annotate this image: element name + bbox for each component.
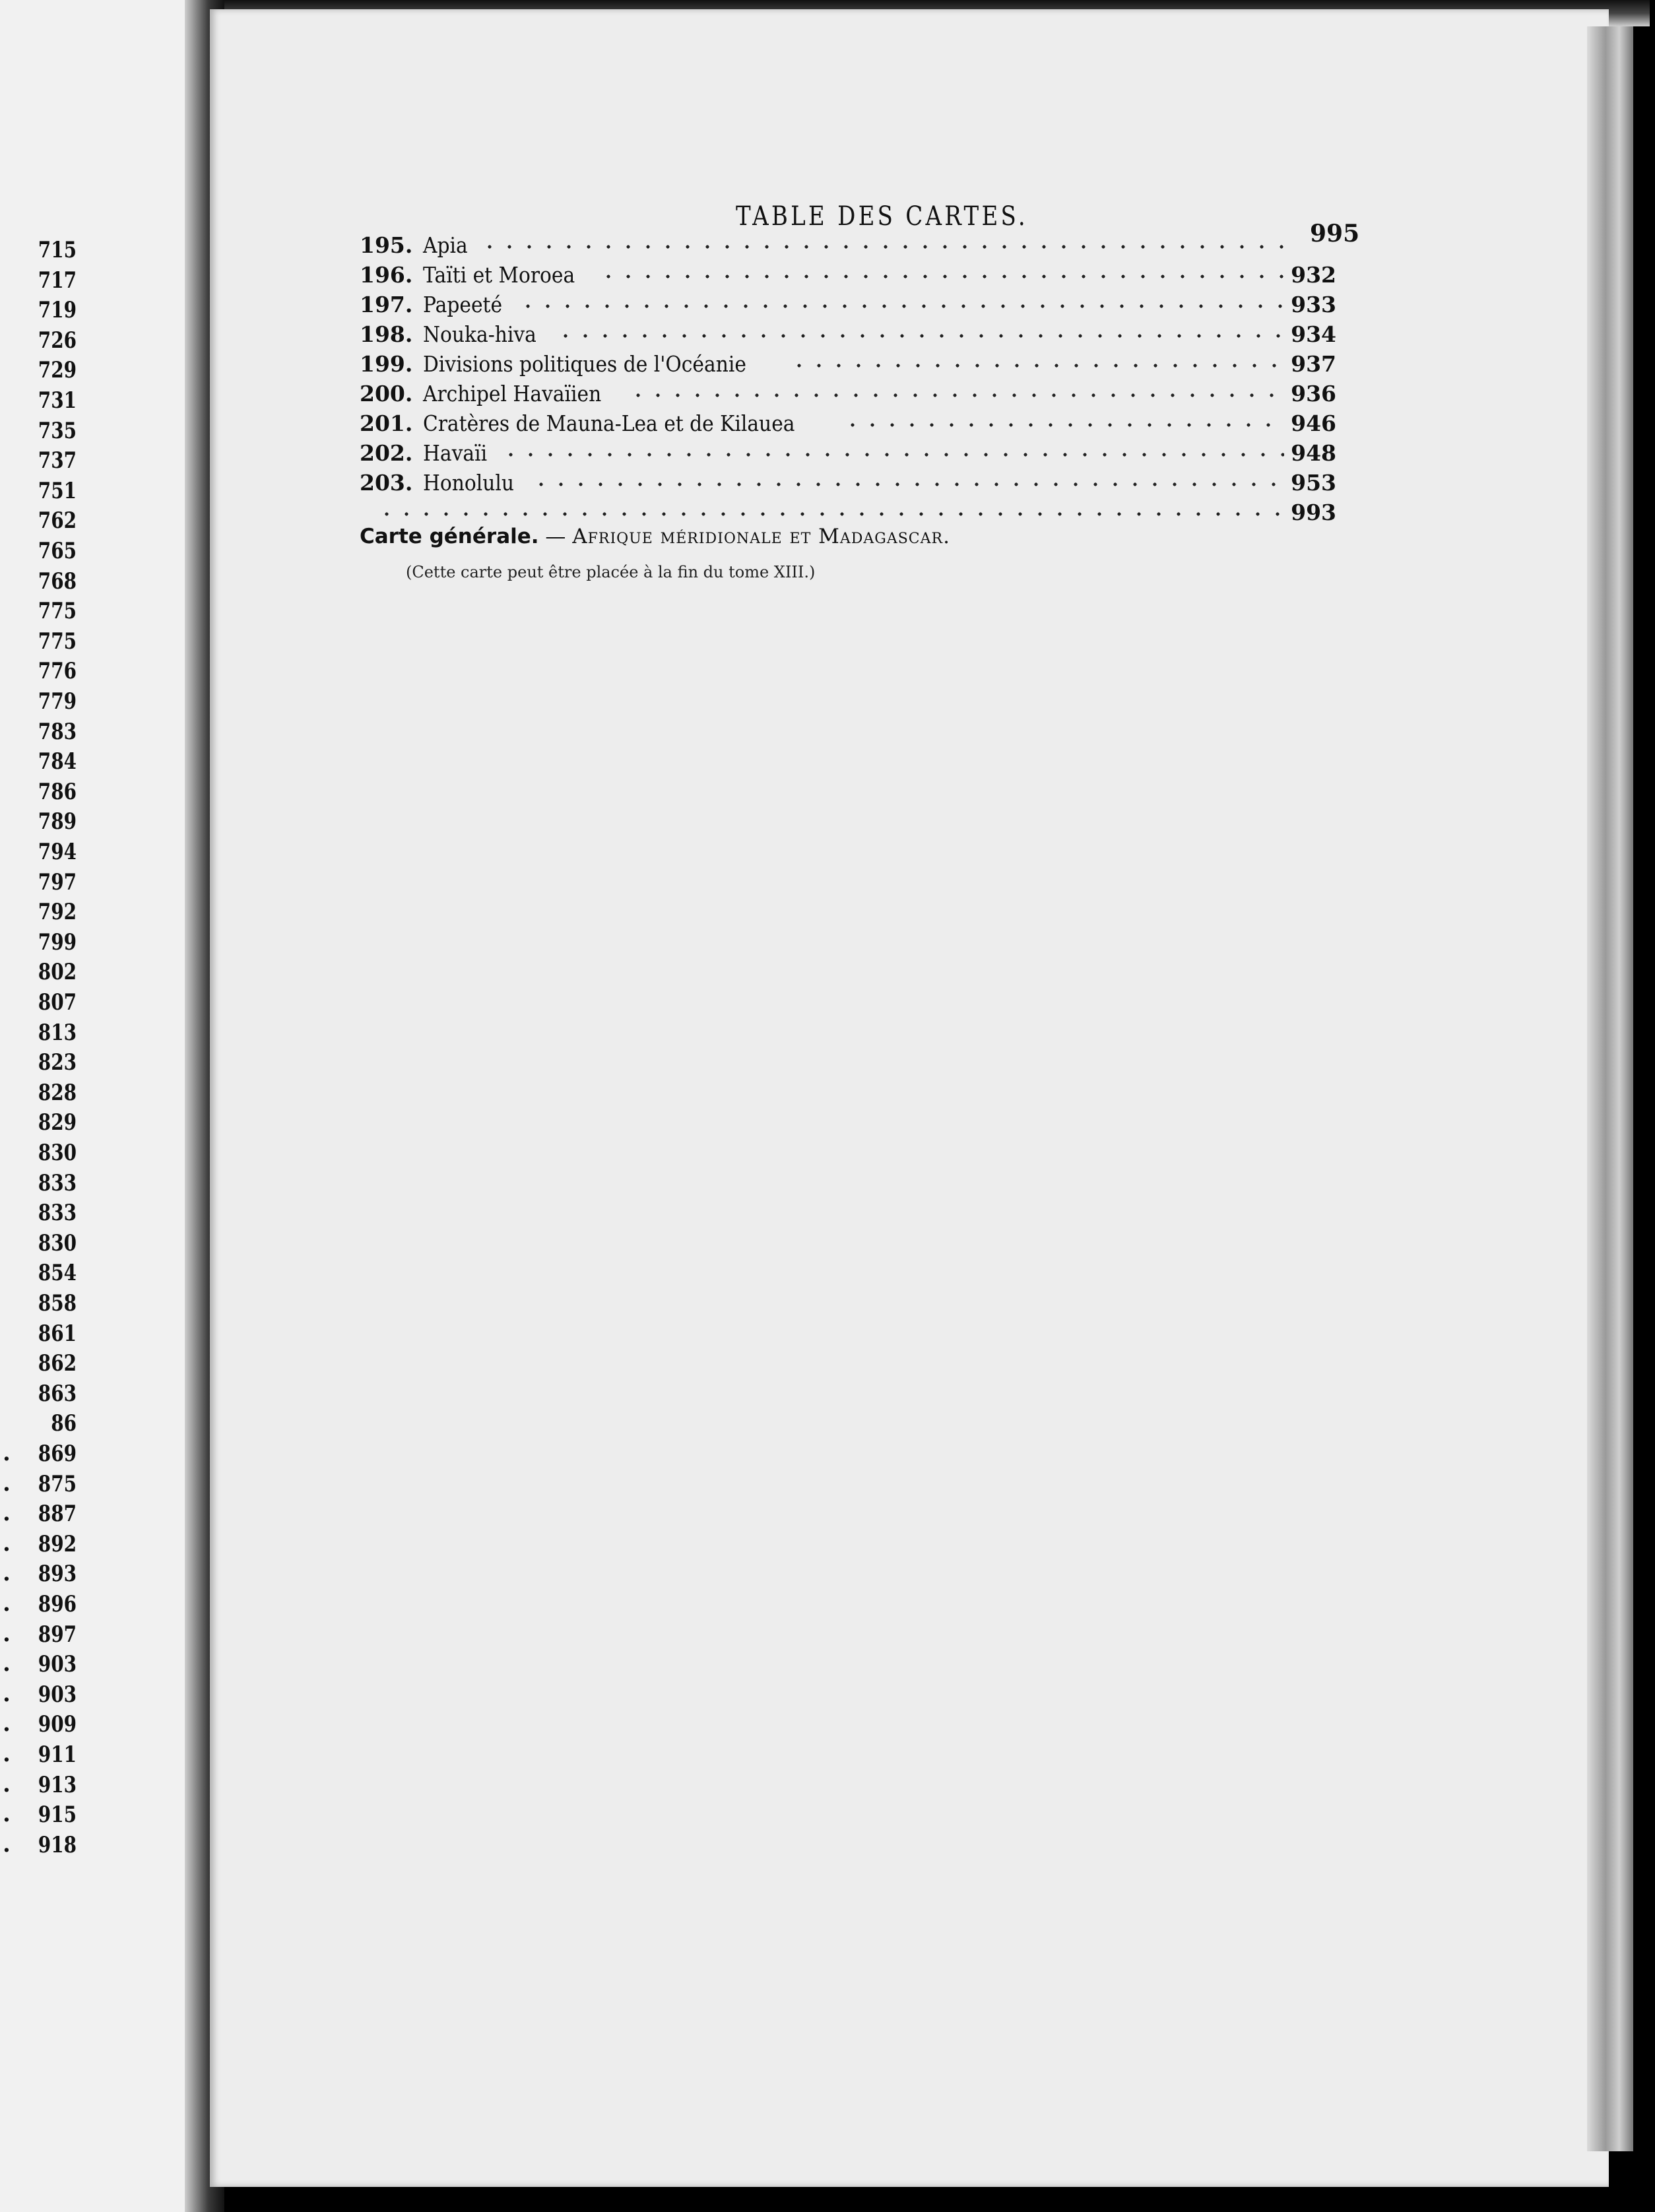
left-page-number: 797 — [38, 868, 77, 895]
toc-number: 200. — [360, 381, 413, 407]
left-page-number: 799 — [38, 928, 77, 956]
toc-number: 199. — [360, 351, 413, 377]
toc-page-number: 953 — [1291, 470, 1336, 496]
left-page-number: 737 — [38, 447, 77, 474]
toc-row — [360, 292, 1336, 321]
toc-leader-dots — [843, 422, 1284, 428]
toc-row — [360, 351, 1336, 380]
left-page-number: 887 — [38, 1501, 77, 1528]
left-page-number: 833 — [38, 1200, 77, 1227]
left-page-leader-dot: . — [3, 1741, 11, 1767]
left-page-leader-dot: . — [3, 1801, 11, 1828]
toc-leader-dots — [789, 362, 1284, 369]
left-page-leader-dot: . — [3, 1650, 11, 1677]
left-page-leader-dot: . — [3, 1470, 11, 1497]
toc-row — [360, 262, 1336, 291]
left-page-leader-dot: . — [3, 1680, 11, 1707]
left-page-number: 829 — [38, 1109, 77, 1136]
left-page-leader-dot: . — [3, 1831, 11, 1858]
left-page-number: 794 — [38, 839, 77, 865]
toc-number: 201. — [360, 410, 413, 436]
left-page-number: 918 — [38, 1831, 77, 1858]
toc-leader-dots — [556, 333, 1284, 339]
left-page-number: 726 — [38, 327, 77, 354]
left-page-number: 893 — [38, 1561, 77, 1588]
general-map-title: Afrique méridionale et Madagascar. — [572, 525, 950, 548]
toc-title: Papeeté — [423, 292, 503, 317]
left-page-number: 911 — [38, 1741, 77, 1768]
toc-leader-dots — [377, 511, 1284, 517]
toc-leader-dots — [599, 273, 1284, 280]
toc-title: Honolulu — [423, 470, 515, 496]
left-page-number: 892 — [38, 1530, 77, 1557]
general-map-entry — [360, 525, 950, 548]
toc-page-number: 937 — [1291, 351, 1336, 377]
left-page-leader-dot: . — [3, 1500, 11, 1527]
left-page-number: 717 — [38, 267, 77, 294]
left-page-number: 776 — [38, 658, 77, 685]
left-page-number: 854 — [38, 1260, 77, 1287]
left-page-number: 786 — [38, 778, 77, 805]
left-page-number: 896 — [38, 1591, 77, 1617]
left-page-number: 765 — [38, 538, 77, 564]
left-page-number: 861 — [38, 1320, 77, 1347]
left-page-number: 807 — [38, 989, 77, 1016]
left-page-leader-dot: . — [3, 1771, 11, 1798]
toc-leader-dots — [531, 481, 1284, 488]
left-page-number: 802 — [38, 959, 77, 986]
left-page-number: 830 — [38, 1140, 77, 1166]
left-page-number: 869 — [38, 1441, 77, 1467]
left-page-number: 715 — [38, 237, 77, 263]
left-page-number: 915 — [38, 1802, 77, 1829]
toc-number: 203. — [360, 470, 413, 496]
toc-number: 202. — [360, 440, 413, 466]
toc-title: Divisions politiques de l'Océanie — [423, 351, 747, 377]
toc-page-number: 993 — [1291, 500, 1336, 525]
toc-row — [360, 440, 1336, 469]
left-page-number: 719 — [38, 297, 77, 324]
left-page-number: 792 — [38, 899, 77, 926]
toc-row — [360, 381, 1336, 410]
left-page-number: 863 — [38, 1380, 77, 1407]
left-page-number: 828 — [38, 1079, 77, 1106]
toc-page-number: 933 — [1291, 292, 1336, 317]
left-page-number: 789 — [38, 808, 77, 835]
toc-page-number: 946 — [1291, 410, 1336, 436]
general-map-label: Carte générale. — [360, 525, 539, 548]
toc-number: 195. — [360, 232, 413, 258]
page-number: 995 — [1310, 220, 1360, 247]
left-page-number: 913 — [38, 1771, 77, 1798]
toc-page-number: 936 — [1291, 381, 1336, 407]
left-page — [0, 0, 191, 2212]
left-page-number: 779 — [38, 688, 77, 715]
toc-row — [360, 410, 1336, 439]
left-page-number: 830 — [38, 1229, 77, 1256]
toc-title: Havaïi — [423, 440, 488, 466]
toc-number: 198. — [360, 321, 413, 347]
left-page-number: 731 — [38, 387, 77, 414]
left-page-number: 858 — [38, 1290, 77, 1317]
left-page-number: 751 — [38, 477, 77, 504]
left-page-leader-dot: . — [3, 1440, 11, 1466]
left-page-leader-dot: . — [3, 1530, 11, 1557]
left-page-leader-dot: . — [3, 1710, 11, 1738]
left-page-number: 729 — [38, 357, 77, 384]
toc-title: Taïti et Moroea — [423, 262, 575, 288]
left-page-number: 735 — [38, 417, 77, 444]
page-title: TABLE DES CARTES. — [736, 201, 1028, 232]
general-map-note: (Cette carte peut être placée à la fin du tome XIII.) — [406, 563, 816, 581]
left-page-number: 823 — [38, 1049, 77, 1076]
left-page-number: 86 — [51, 1410, 77, 1437]
left-page-number: 775 — [38, 598, 77, 625]
toc-leader-dots — [501, 451, 1284, 458]
toc-title: Cratères de Mauna-Lea et de Kilauea — [423, 410, 795, 436]
toc-leader-dots — [518, 303, 1284, 309]
page-fore-edge — [1587, 26, 1633, 2151]
left-page-number: 813 — [38, 1019, 77, 1046]
toc-title: Nouka-hiva — [423, 321, 537, 347]
toc-title: Apia — [423, 232, 469, 258]
left-page-number: 903 — [38, 1681, 77, 1708]
general-map-dash: — — [545, 525, 566, 548]
left-page-leader-dot: . — [3, 1590, 11, 1617]
toc-page-number: 934 — [1291, 321, 1336, 347]
left-page-number: 833 — [38, 1169, 77, 1196]
left-page-number: 784 — [38, 748, 77, 775]
left-page-leader-dot: . — [3, 1560, 11, 1587]
toc-row — [360, 470, 1336, 499]
left-page-number: 783 — [38, 718, 77, 745]
left-page-number: 909 — [38, 1711, 77, 1738]
toc-row — [360, 232, 1336, 261]
left-page-number: 875 — [38, 1470, 77, 1497]
left-page-number: 897 — [38, 1621, 77, 1648]
left-page-number: 775 — [38, 628, 77, 655]
toc-leader-dots — [480, 244, 1290, 250]
toc-leader-dots — [628, 392, 1284, 399]
left-page-number: 903 — [38, 1651, 77, 1678]
left-page-number: 762 — [38, 507, 77, 535]
toc-row — [360, 321, 1336, 350]
toc-number: 196. — [360, 262, 413, 288]
toc-title: Archipel Havaïien — [423, 381, 602, 407]
toc-page-number: 948 — [1291, 440, 1336, 466]
left-page-number: 862 — [38, 1350, 77, 1377]
toc-number: 197. — [360, 292, 413, 317]
left-page-leader-dot: . — [3, 1620, 11, 1647]
left-page-number: 768 — [38, 568, 77, 595]
toc-page-number: 932 — [1291, 262, 1336, 288]
